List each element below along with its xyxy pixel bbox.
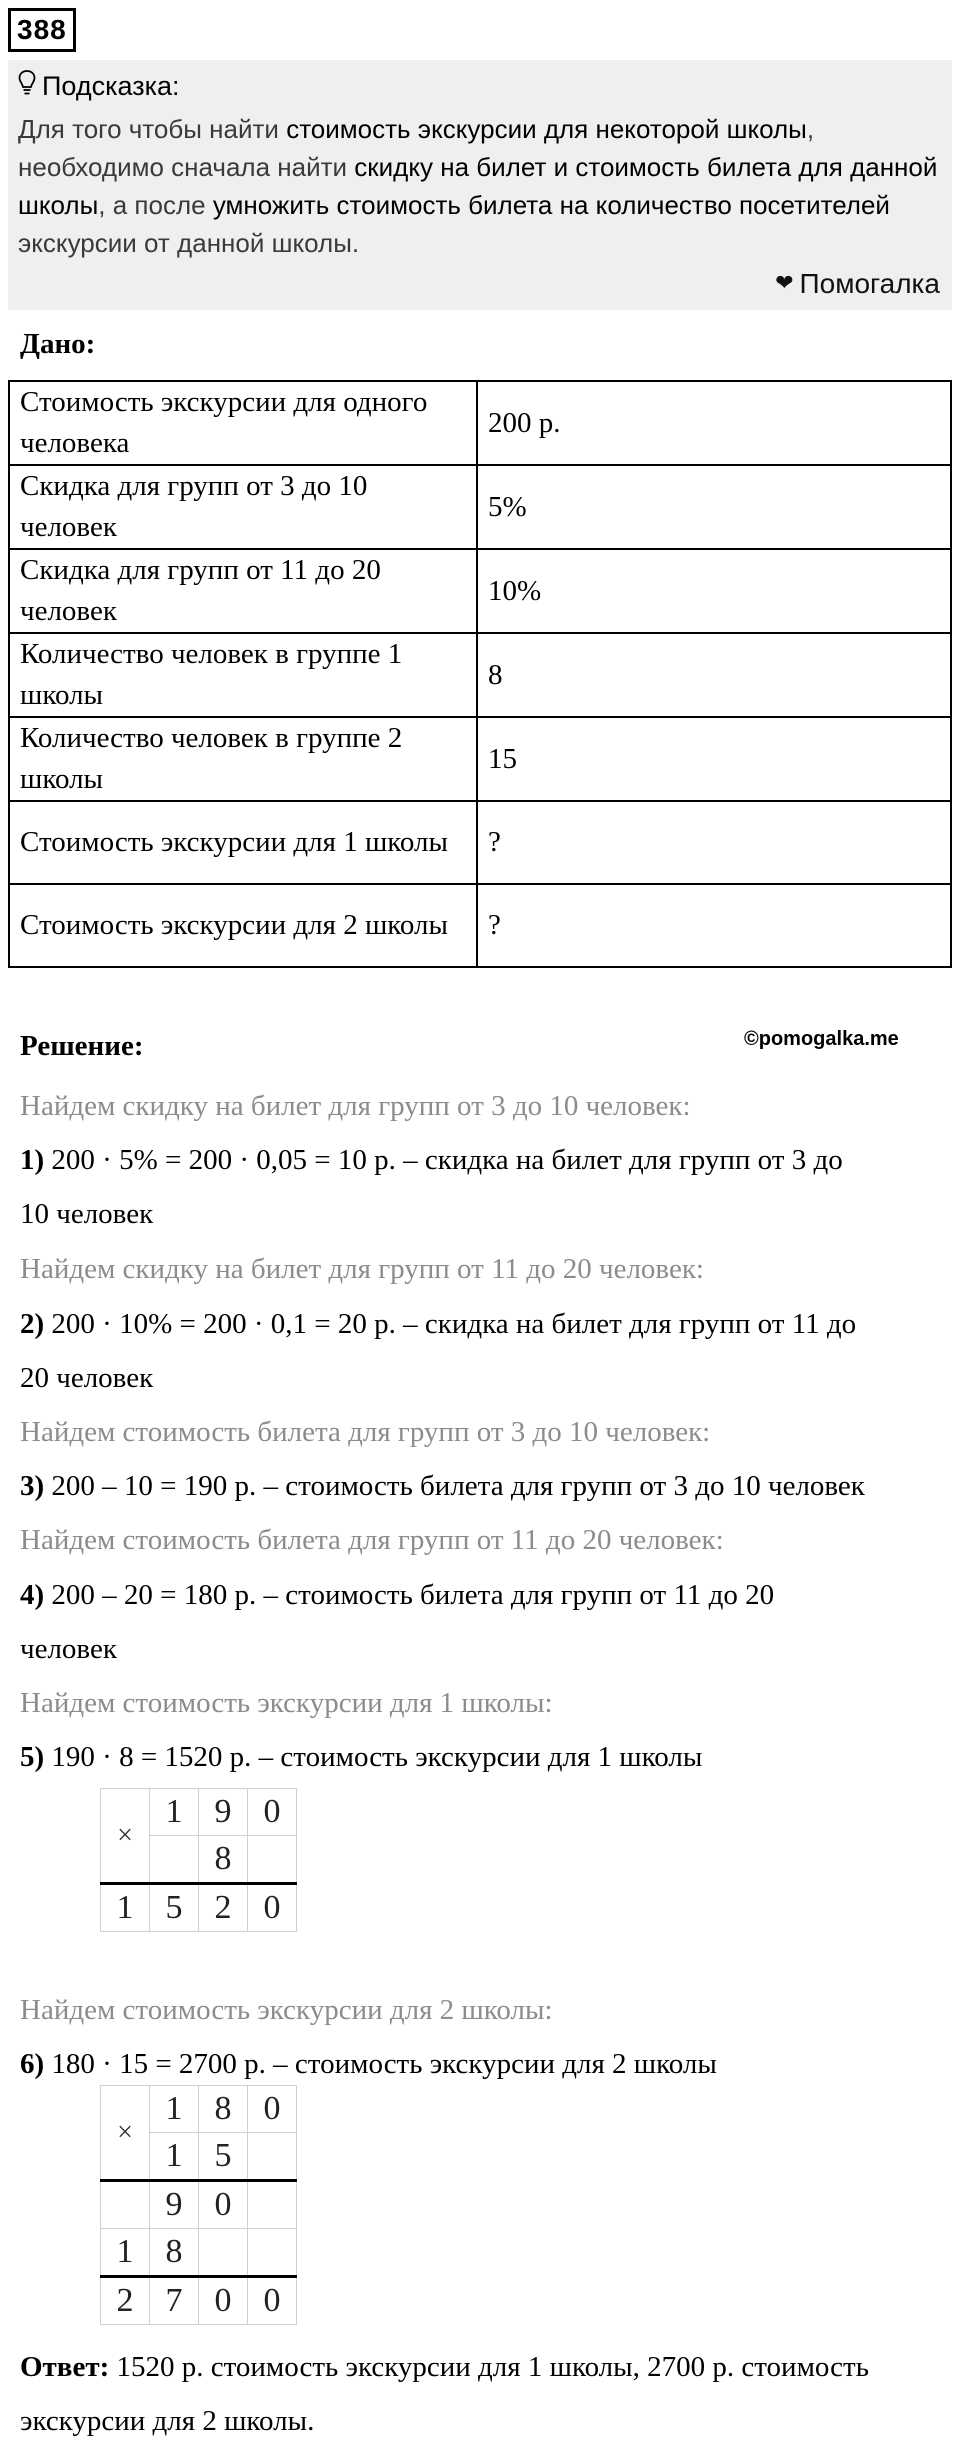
step-text: 190 · 8 = 1520 р. – стоимость экскурсии для 1 школы bbox=[44, 1741, 703, 1773]
solution-step bbox=[20, 1629, 950, 1669]
calc-digit: 1 bbox=[101, 1884, 150, 1932]
calc-digit: 5 bbox=[150, 1884, 199, 1932]
given-label: Дано: bbox=[20, 328, 96, 360]
given-row bbox=[9, 801, 951, 884]
solution-step bbox=[20, 1304, 950, 1344]
given-row bbox=[9, 717, 951, 801]
hint-emphasis: стоимость экскурсии для некоторой школы bbox=[286, 114, 807, 144]
given-value: 10% bbox=[477, 549, 951, 633]
given-value: 200 р. bbox=[477, 381, 951, 465]
given-row bbox=[9, 549, 951, 633]
step-text: Найдем скидку на билет для групп от 3 до 10 человек: bbox=[20, 1090, 691, 1122]
given-value: 15 bbox=[477, 717, 951, 801]
solution-comment bbox=[20, 1990, 950, 2030]
calc-digit: 0 bbox=[248, 1789, 297, 1836]
calc-digit: 1 bbox=[150, 2086, 199, 2133]
task-number: 388 bbox=[8, 8, 76, 52]
calc-digit: 7 bbox=[150, 2277, 199, 2325]
calc-digit: 0 bbox=[248, 2086, 297, 2133]
solution-comment bbox=[20, 1683, 950, 1723]
watermark: ©pomogalka.me bbox=[744, 1028, 899, 1050]
calc-digit: 0 bbox=[199, 2277, 248, 2325]
calc-digit: 9 bbox=[199, 1789, 248, 1836]
solution-step bbox=[20, 1575, 950, 1615]
solution-step bbox=[20, 1358, 950, 1398]
calc-digit: 0 bbox=[248, 1884, 297, 1932]
calc-digit: 1 bbox=[150, 1789, 199, 1836]
calc-digit bbox=[248, 2133, 297, 2181]
step-text: Найдем стоимость билета для групп от 11 до 20 человек: bbox=[20, 1524, 724, 1556]
given-quantity: Скидка для групп от 11 до 20 человек bbox=[9, 549, 477, 633]
hint-fragment: экскурсии от данной школы. bbox=[18, 228, 360, 258]
calc-digit: 8 bbox=[199, 2086, 248, 2133]
calc-digit: 2 bbox=[101, 2277, 150, 2325]
calc-digit bbox=[248, 2229, 297, 2277]
hint-box bbox=[8, 60, 952, 310]
given-table bbox=[8, 380, 952, 968]
given-value: ? bbox=[477, 801, 951, 884]
solution-step bbox=[20, 1194, 950, 1234]
hint-text bbox=[18, 110, 942, 262]
answer-text: 1520 р. стоимость экскурсии для 1 школы, 2700 р. стоимость экскурсии для 2 школы. bbox=[20, 2351, 869, 2437]
step-text: 180 · 15 = 2700 р. – стоимость экскурсии для 2 школы bbox=[44, 2048, 717, 2080]
calc-row bbox=[101, 2086, 297, 2133]
hint-title-text: Подсказка: bbox=[42, 71, 180, 101]
calc-digit: 0 bbox=[199, 2181, 248, 2229]
calc-row bbox=[101, 1789, 297, 1836]
calc-row bbox=[101, 2181, 297, 2229]
calc-row bbox=[101, 2277, 297, 2325]
hint-footer-label: Помогалка bbox=[799, 268, 940, 299]
calc-digit: 1 bbox=[150, 2133, 199, 2181]
step-text: 10 человек bbox=[20, 1198, 154, 1230]
step-text: 200 · 5% = 200 · 0,05 = 10 р. – скидка на билет для групп от 3 до bbox=[44, 1144, 843, 1176]
calc-row bbox=[101, 1884, 297, 1932]
given-value: 8 bbox=[477, 633, 951, 717]
step-number: 6) bbox=[20, 2048, 45, 2080]
hint-footer bbox=[775, 264, 940, 306]
solution-step bbox=[20, 2044, 950, 2084]
calc-digit bbox=[101, 2181, 150, 2229]
given-quantity: Скидка для групп от 3 до 10 человек bbox=[9, 465, 477, 549]
solution-step bbox=[20, 1140, 950, 1180]
multiply-sign: × bbox=[101, 1789, 150, 1884]
multiply-sign: × bbox=[101, 2086, 150, 2181]
hint-fragment: Для того чтобы найти bbox=[18, 114, 287, 144]
calc-row bbox=[101, 2229, 297, 2277]
answer-label: Ответ: bbox=[20, 2351, 110, 2383]
given-quantity: Количество человек в группе 2 школы bbox=[9, 717, 477, 801]
given-row bbox=[9, 381, 951, 465]
step-text: Найдем стоимость билета для групп от 3 до 10 человек: bbox=[20, 1416, 711, 1448]
step-text: 200 · 10% = 200 · 0,1 = 20 р. – скидка на билет для групп от 11 до bbox=[44, 1308, 857, 1340]
given-value: 5% bbox=[477, 465, 951, 549]
calc-digit: 9 bbox=[150, 2181, 199, 2229]
given-value: ? bbox=[477, 884, 951, 967]
step-text: 200 – 20 = 180 р. – стоимость билета для групп от 11 до 20 bbox=[44, 1579, 775, 1611]
step-text: человек bbox=[20, 1633, 117, 1665]
given-quantity: Количество человек в группе 1 школы bbox=[9, 633, 477, 717]
given-quantity: Стоимость экскурсии для одного человека bbox=[9, 381, 477, 465]
step-text: Найдем скидку на билет для групп от 11 до 20 человек: bbox=[20, 1253, 704, 1285]
step-number: 4) bbox=[20, 1579, 45, 1611]
solution-comment bbox=[20, 1249, 950, 1289]
answer bbox=[20, 2340, 920, 2448]
hint-emphasis: умножить стоимость билета на количество посетителей bbox=[212, 190, 890, 220]
hint-title bbox=[18, 66, 180, 106]
solution-step bbox=[20, 1737, 950, 1777]
step-text: 200 – 10 = 190 р. – стоимость билета для групп от 3 до 10 человек bbox=[44, 1470, 865, 1502]
multiplication-180x15 bbox=[100, 2085, 297, 2325]
calc-digit bbox=[150, 1836, 199, 1884]
calc-digit: 8 bbox=[199, 1836, 248, 1884]
calc-digit: 1 bbox=[101, 2229, 150, 2277]
calc-digit bbox=[199, 2229, 248, 2277]
calc-digit bbox=[248, 1836, 297, 1884]
hint-emphasis: скидку на билет и стоимость билета для данной школы bbox=[18, 152, 938, 220]
solution-comment bbox=[20, 1520, 950, 1560]
step-text: Найдем стоимость экскурсии для 1 школы: bbox=[20, 1687, 553, 1719]
heart-icon: ❤ bbox=[775, 270, 794, 295]
multiplication-190x8 bbox=[100, 1788, 297, 1932]
calc-digit bbox=[248, 2181, 297, 2229]
given-row bbox=[9, 633, 951, 717]
lightbulb-icon bbox=[18, 68, 36, 108]
calc-digit: 8 bbox=[150, 2229, 199, 2277]
given-quantity: Стоимость экскурсии для 2 школы bbox=[9, 884, 477, 967]
step-number: 1) bbox=[20, 1144, 45, 1176]
given-row bbox=[9, 465, 951, 549]
calc-digit: 5 bbox=[199, 2133, 248, 2181]
calc-digit: 2 bbox=[199, 1884, 248, 1932]
given-quantity: Стоимость экскурсии для 1 школы bbox=[9, 801, 477, 884]
solution-label: Решение: bbox=[20, 1030, 144, 1062]
solution-step bbox=[20, 1466, 950, 1506]
solution-comment bbox=[20, 1086, 950, 1126]
solution-comment bbox=[20, 1412, 950, 1452]
hint-fragment: , а после bbox=[98, 190, 213, 220]
step-number: 2) bbox=[20, 1308, 45, 1340]
step-number: 3) bbox=[20, 1470, 45, 1502]
given-row bbox=[9, 884, 951, 967]
calc-digit: 0 bbox=[248, 2277, 297, 2325]
step-number: 5) bbox=[20, 1741, 45, 1773]
hint-fragment: , необходимо сначала найти bbox=[18, 114, 815, 182]
step-text: Найдем стоимость экскурсии для 2 школы: bbox=[20, 1994, 553, 2026]
step-text: 20 человек bbox=[20, 1362, 154, 1394]
